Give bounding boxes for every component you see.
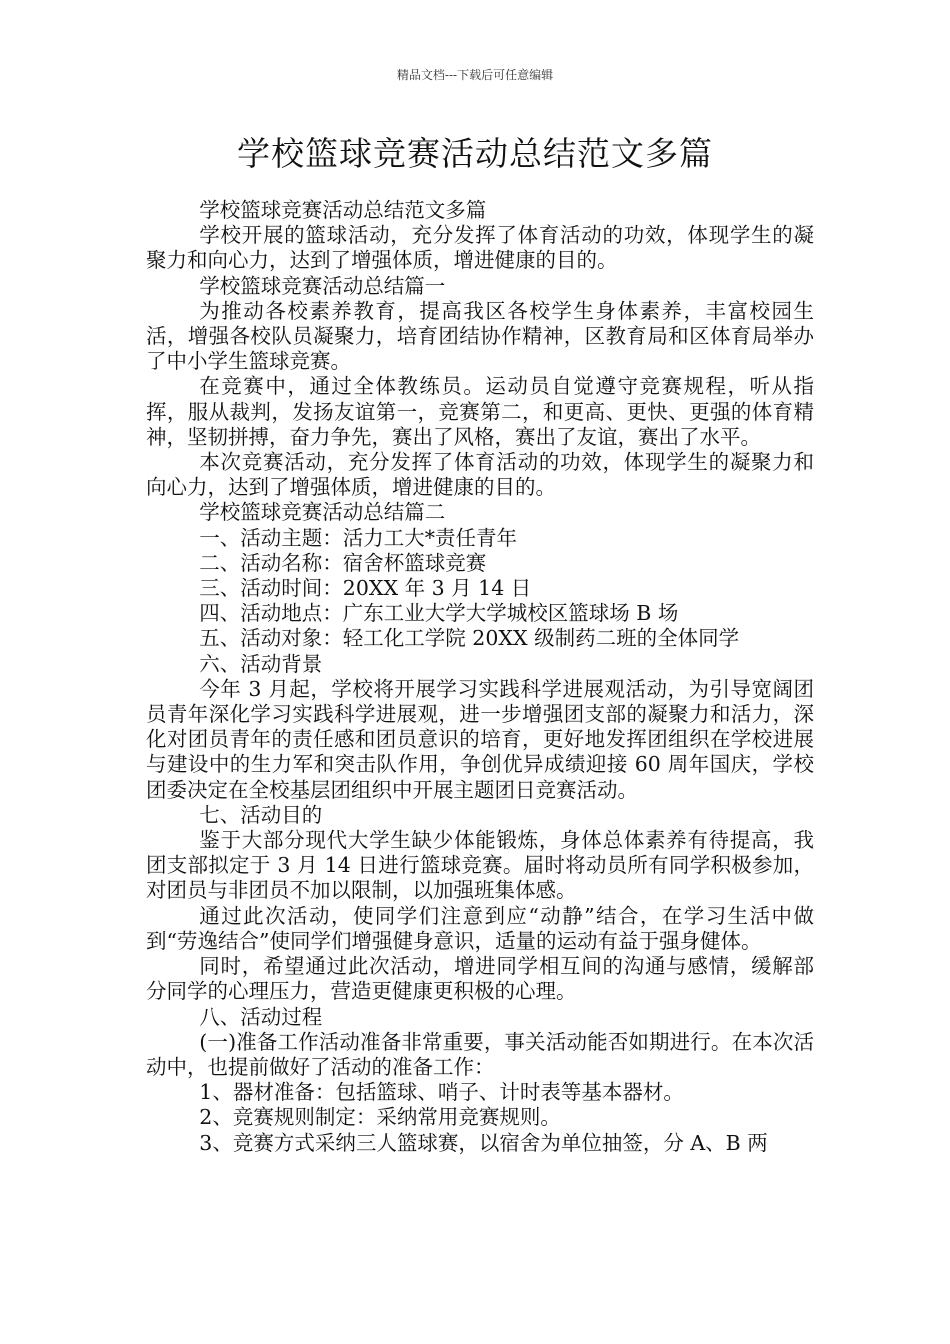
list-item: 3、竞赛方式采纳三人篮球赛，以宿舍为单位抽签，分 A、B 两 [199, 1130, 768, 1155]
list-item: 2、竞赛规则制定：采纳常用竞赛规则。 [199, 1105, 561, 1130]
paragraph: (一)准备工作活动准备非常重要，事关活动能否如期进行。在本次活动中，也提前做好了活动的准备工作： [146, 1029, 814, 1079]
paragraph: 通过此次活动，使同学们注意到应“动静”结合，在学习生活中做到“劳逸结合”使同学们增强健身意识，适量的运动有益于强身健体。 [146, 903, 814, 953]
list-item: 八、活动过程 [199, 1004, 323, 1029]
document-body [146, 198, 814, 1156]
paragraph: 今年 3 月起，学校将开展学习实践科学进展观活动，为引导宽阔团员青年深化学习实践科学进展观，进一步增强团支部的凝聚力和活力，深化对团员青年的责任感和团员意识的培育，更好地发挥团组织在学校进展与建设中的生力军和突击队作用，争创优异成绩迎接 60 周年国庆，学校团委决定在全校基层团组织中开展主题团日竞赛活动。 [146, 676, 814, 802]
paragraph: 鉴于大部分现代大学生缺少体能锻炼，身体总体素养有待提高，我团支部拟定于 3 月 14 日进行篮球竞赛。届时将动员所有同学积极参加，对团员与非团员不加以限制，以加强班集体感。 [146, 828, 814, 903]
paragraph: 学校开展的篮球活动，充分发挥了体育活动的功效，体现学生的凝聚力和向心力，达到了增强体质，增进健康的目的。 [146, 223, 814, 273]
list-item: 四、活动地点：广东工业大学大学城校区篮球场 B 场 [199, 601, 679, 626]
document-title: 学校篮球竞赛活动总结范文多篇 [237, 134, 713, 173]
list-item: 五、活动对象：轻工化工学院 20XX 级制药二班的全体同学 [199, 626, 740, 651]
paragraph: 在竞赛中，通过全体教练员。运动员自觉遵守竞赛规程，听从指挥，服从裁判，发扬友谊第一，竞赛第二，和更高、更快、更强的体育精神，坚韧拼搏，奋力争先，赛出了风格，赛出了友谊，赛出了水平。 [146, 374, 814, 449]
list-item: 七、活动目的 [199, 802, 323, 827]
list-item: 三、活动时间：20XX 年 3 月 14 日 [199, 576, 532, 601]
page-header: 精品文档---下载后可任意编辑 [396, 68, 554, 82]
list-item: 一、活动主题：活力工大*责任青年 [199, 525, 518, 550]
list-item: 二、活动名称：宿舍杯篮球竞赛 [199, 550, 487, 575]
paragraph: 同时，希望通过此次活动，增进同学相互间的沟通与感情，缓解部分同学的心理压力，营造更健康更积极的心理。 [146, 954, 814, 1004]
list-item: 六、活动背景 [199, 651, 323, 676]
paragraph: 学校篮球竞赛活动总结范文多篇 [199, 198, 487, 222]
section-heading: 学校篮球竞赛活动总结篇二 [199, 500, 446, 525]
paragraph: 本次竞赛活动，充分发挥了体育活动的功效，体现学生的凝聚力和向心力，达到了增强体质，增进健康的目的。 [146, 450, 814, 500]
list-item: 1、器材准备：包括篮球、哨子、计时表等基本器材。 [199, 1080, 684, 1105]
section-heading: 学校篮球竞赛活动总结篇一 [199, 273, 446, 298]
paragraph: 为推动各校素养教育，提高我区各校学生身体素养，丰富校园生活，增强各校队员凝聚力，培育团结协作精神，区教育局和区体育局举办了中小学生篮球竞赛。 [146, 298, 814, 374]
